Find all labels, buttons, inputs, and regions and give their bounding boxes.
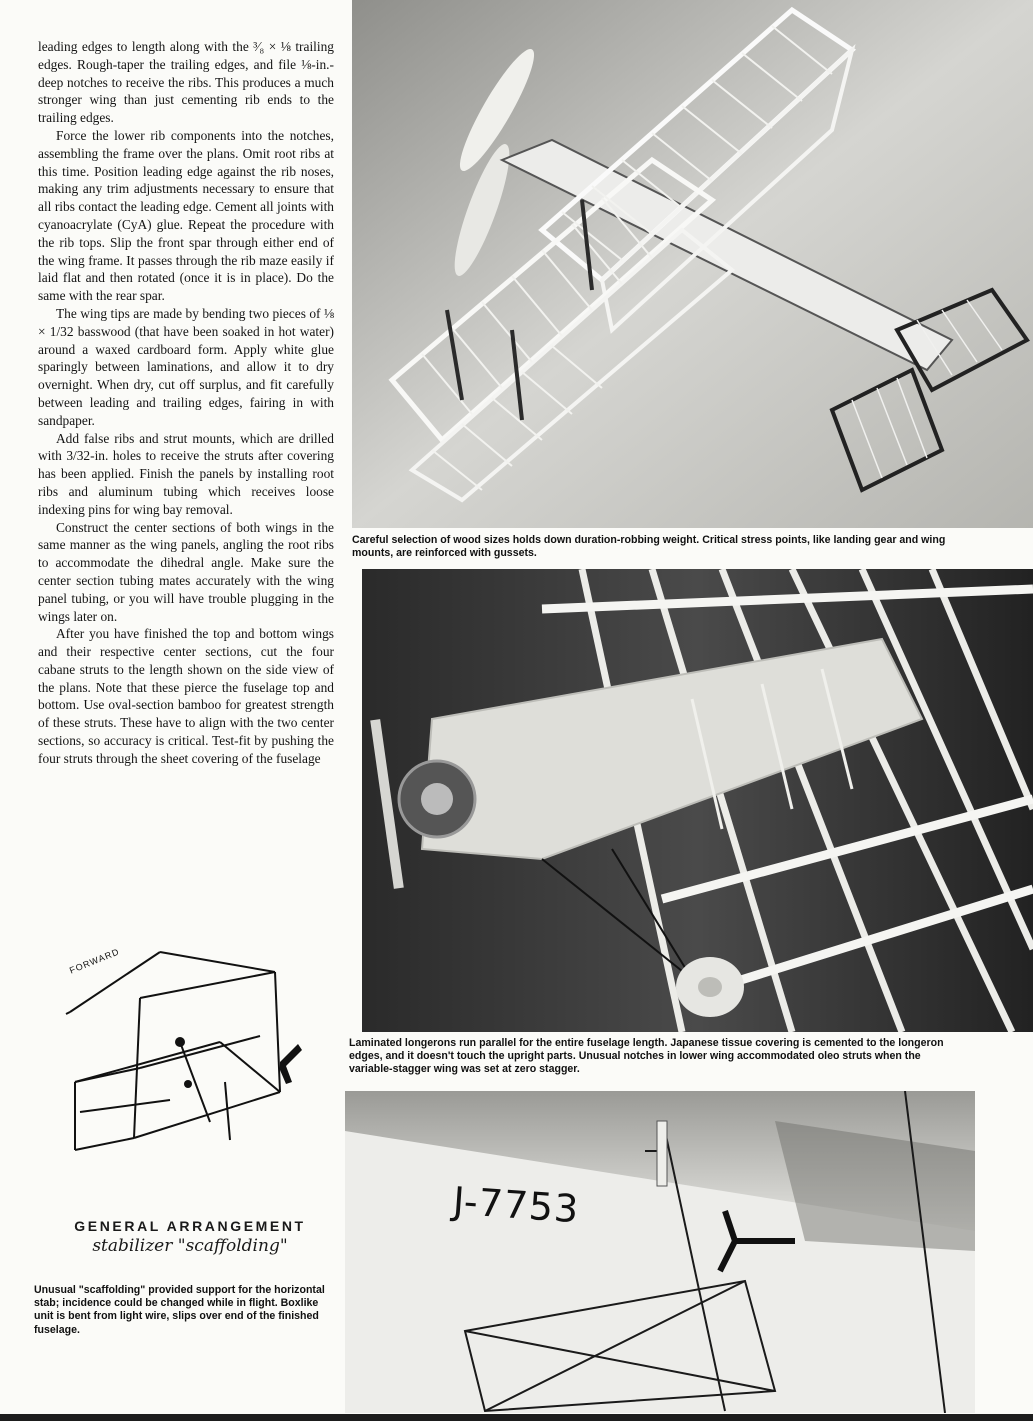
- paragraph: Add false ribs and strut mounts, which are drilled with 3/32-in. holes to receive the struts after covering has been applied. Finish the panels by installing root ribs and aluminum tubing which receives loose indexing pins for wing bay removal.: [38, 430, 334, 517]
- paragraph: The wing tips are made by bending two pieces of ⅛ × 1/32 basswood (that have been soaked in hot water) around a waxed cardboard form. Apply white glue sparingly between laminations, and allow it to dry overnight. When dry, cut off surplus, and fit carefully between leading and trailing edges, fairing in with sandpaper.: [38, 305, 334, 428]
- sketch-caption: Unusual "scaffolding" provided support for the horizontal stab; incidence could be changed while in flight. Boxlike unit is bent from light wire, slips over end of the finished fuselage.: [34, 1284, 325, 1336]
- sketch-title: GENERAL ARRANGEMENT: [74, 1218, 306, 1234]
- registration-number: J-7753: [451, 1178, 581, 1232]
- paragraph: leading edges to length along with the ³⁄₈ × ⅛ trailing edges. Rough-taper the trailing edges, and file ⅛-in.-deep notches to receive the ribs. This produces a much stronger wing than just cementing rib ends to the trailing edges.: [38, 39, 334, 126]
- paragraph: After you have finished the top and bottom wings and their respective center sections, cut the four cabane struts to the length shown on the side view of the plans. Note that these pierce the fuselage top and bottom. Use oval-section bamboo for greatest strength of these struts. These have to align with the two center sections, so accuracy is critical. Test-fit by pushing the four struts through the sheet covering of the fuselage: [38, 626, 334, 766]
- forward-label: FORWARD: [68, 946, 121, 976]
- fuselage-closeup-photo: [362, 569, 1033, 1032]
- article-body: [38, 38, 334, 768]
- sketch-subtitle: stabilizer "scaffolding": [92, 1236, 288, 1256]
- scaffolding-sketch: [40, 932, 340, 1172]
- paragraph: Force the lower rib components into the notches, assembling the frame over the plans. Omit root ribs at this time. Position leading edge against the rib noses, making any trim adjustments necessary to ensure that all ribs contact the leading edge. Cement all joints with cyanoacrylate (CyA) glue. Repeat the procedure with the rib tops. Slip the front spar through either end of the wing frame. It passes through the rib maze easily if laid flat and then rotated (once it is in place). Do the same with the rear spar.: [38, 127, 334, 304]
- biplane-frame-photo: [352, 0, 1033, 528]
- paragraph: Construct the center sections of both wings in the same manner as the wing panels, angling the root ribs to accommodate the dihedral angle. Make sure the center section tubing mates accurately with the wing panel tubing, or you will have trouble plugging in the wings later on.: [38, 519, 334, 624]
- top-photo-caption: Careful selection of wood sizes holds down duration-robbing weight. Critical stress points, like landing gear and wing mounts, are reinforced with gussets.: [352, 534, 946, 560]
- page-bottom-rule: [0, 1414, 1033, 1421]
- tail-registration-photo: [345, 1091, 975, 1413]
- middle-photo-caption: Laminated longerons run parallel for the entire fuselage length. Japanese tissue covering is cemented to the longeron edges, and it doesn't touch the upright parts. Unusual notches in lower wing accommodated oleo struts when the variable-stagger wing was set at zero stagger.: [349, 1037, 944, 1076]
